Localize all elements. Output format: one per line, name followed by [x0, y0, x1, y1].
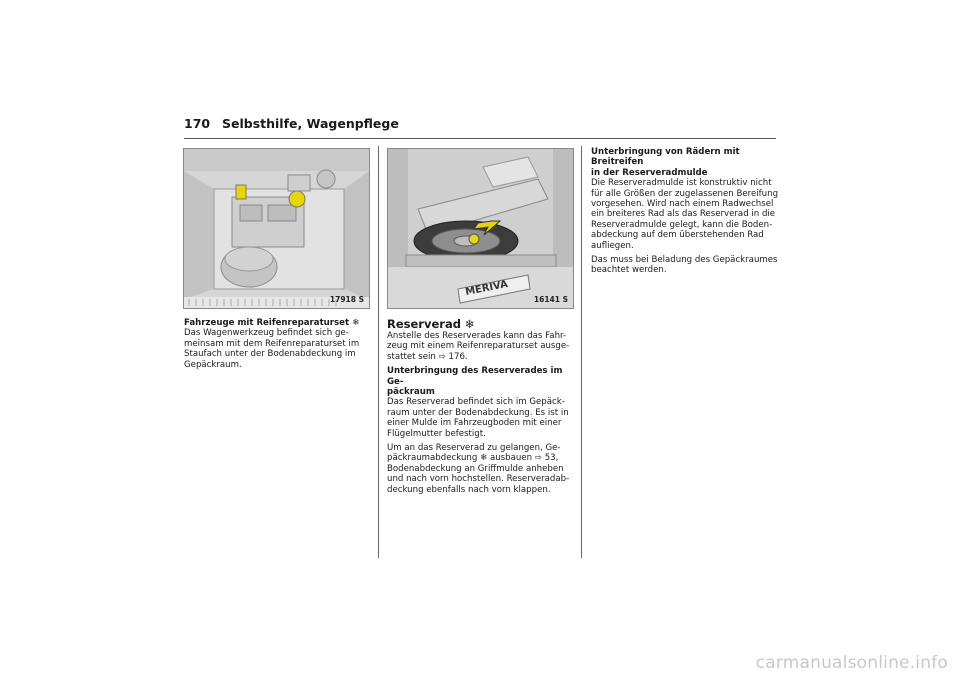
text-line: Bodenabdeckung an Griffmulde anheben — [387, 463, 564, 474]
figure-code: 16141 S — [533, 295, 568, 304]
text-line: päckraumabdeckung ❄ ausbauen ⇨ 53, — [387, 453, 559, 464]
text-line: Anstelle des Reserverades kann das Fahr- — [387, 331, 567, 341]
page-number: 170 — [184, 116, 211, 131]
column-2-text — [387, 318, 575, 495]
text-line: beachtet werden. — [591, 265, 667, 276]
meriva-plate-text: MERIVA — [464, 278, 509, 298]
text-line: abdeckung auf dem überstehenden Rad — [591, 230, 764, 241]
text-line: meinsam mit dem Reifenreparaturset im — [184, 338, 360, 349]
text-line: deckung ebenfalls nach vorn klappen. — [387, 484, 551, 495]
column-3-text — [591, 147, 779, 276]
text-line: Das Reserverad befindet sich im Gepäck- — [387, 397, 565, 408]
text-line: Das Wagenwerkzeug befindet sich ge- — [184, 328, 349, 339]
wide-tyres-heading: in der Reserveradmulde — [591, 167, 708, 178]
stowage-heading: päckraum — [387, 387, 435, 398]
text-line: Um an das Reserverad zu gelangen, Ge- — [387, 443, 561, 454]
text-line: Flügelmutter befestigt. — [387, 428, 486, 439]
tool-tray-illustration — [184, 149, 369, 308]
text-line: aufliegen. — [591, 240, 634, 251]
watermark: carmanualsonline.info — [755, 653, 948, 673]
wide-tyres-heading: Unterbringung von Rädern mit Breitreifen — [591, 147, 740, 168]
spare-wheel-title: Reserverad ❄ — [387, 317, 475, 331]
text-line: Die Reserveradmulde ist konstruktiv nicht — [591, 178, 772, 189]
text-line: und nach vorn hochstellen. Reserveradab- — [387, 474, 570, 485]
text-line: für alle Größen der zugelassenen Bereifung — [591, 188, 779, 199]
spare-wheel-illustration — [388, 149, 573, 308]
figure-code: 17918 S — [329, 295, 364, 304]
text-line: Reserveradmulde gelegt, kann die Boden- — [591, 219, 773, 230]
column-1-text — [184, 318, 370, 370]
figure-spare-wheel — [387, 148, 574, 309]
text-line: vorgesehen. Wird nach einem Radwechsel — [591, 199, 774, 210]
stowage-heading: Unterbringung des Reserverades im Ge- — [387, 366, 563, 387]
text-line: stattet sein ⇨ 176. — [387, 351, 468, 362]
text-line: raum unter der Bodenabdeckung. Es ist in — [387, 407, 569, 418]
text-line: einer Mulde im Fahrzeugboden mit einer — [387, 418, 562, 429]
text-line: ein breiteres Rad als das Reserverad in die — [591, 209, 776, 220]
text-line: Gepäckraum. — [184, 359, 242, 370]
figure-tool-tray — [183, 148, 370, 309]
tool-kit-heading: Fahrzeuge mit Reifenreparaturset ❄ — [184, 318, 360, 328]
header-rule — [184, 138, 776, 139]
text-line: zeug mit einem Reifenreparaturset ausge- — [387, 341, 570, 352]
text-line: Das muss bei Beladung des Gepäckraumes — [591, 255, 778, 266]
text-line: Staufach unter der Bodenabdeckung im — [184, 349, 356, 360]
section-title: Selbsthilfe, Wagenpflege — [222, 116, 399, 131]
column-divider-2 — [581, 146, 582, 558]
column-divider-1 — [378, 146, 379, 558]
